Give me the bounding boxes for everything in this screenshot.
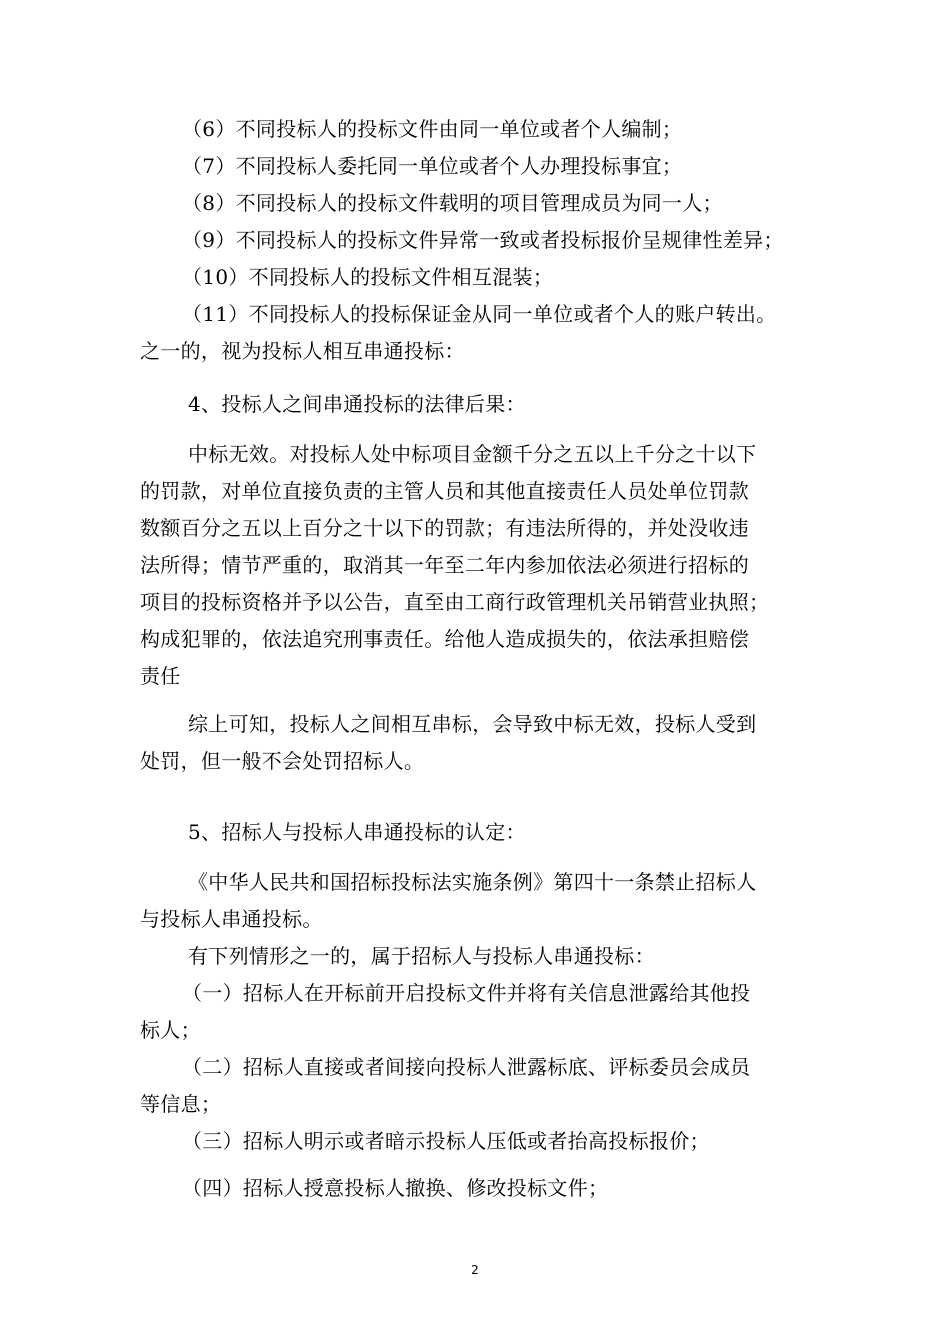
paragraph-line: 之一的，视为投标人相互串通投标： (140, 339, 465, 363)
paragraph-line: 项目的投标资格并予以公告，直至由工商行政管理机关吊销营业执照； (140, 590, 770, 614)
paragraph-line: 与投标人串通投标。 (140, 907, 323, 931)
list-item-continuation: 等信息； (140, 1092, 222, 1116)
paragraph-line: 法所得；情节严重的，取消其一年至二年内参加依法必须进行招标的 (140, 553, 749, 577)
section-heading: 4、投标人之间串通投标的法律后果： (188, 392, 526, 416)
list-item: （8）不同投标人的投标文件载明的项目管理成员为同一人； (182, 191, 723, 215)
paragraph-line: 构成犯罪的，依法追究刑事责任。给他人造成损失的，依法承担赔偿 (140, 627, 749, 651)
list-item: （11）不同投标人的投标保证金从同一单位或者个人的账户转出。 (182, 302, 777, 326)
list-item: （9）不同投标人的投标文件异常一致或者投标报价呈规律性差异； (182, 228, 784, 252)
list-item: （三）招标人明示或者暗示投标人压低或者抬高投标报价； (182, 1129, 710, 1153)
page-number: 2 (471, 1263, 479, 1277)
list-item: （6）不同投标人的投标文件由同一单位或者个人编制； (182, 117, 683, 141)
paragraph-line: 中标无效。对投标人处中标项目金额千分之五以上千分之十以下 (188, 442, 757, 466)
list-item: （10）不同投标人的投标文件相互混装； (182, 265, 554, 289)
paragraph-line: 《中华人民共和国招标投标法实施条例》第四十一条禁止招标人 (188, 870, 757, 894)
list-item: （四）招标人授意投标人撤换、修改投标文件； (182, 1176, 609, 1200)
paragraph-line: 数额百分之五以上百分之十以下的罚款；有违法所得的，并处没收违 (140, 516, 749, 540)
list-item: （7）不同投标人委托同一单位或者个人办理投标事宜； (182, 154, 683, 178)
paragraph-line: 综上可知，投标人之间相互串标，会导致中标无效，投标人受到 (188, 712, 757, 736)
paragraph-line: 责任 (140, 664, 181, 688)
paragraph-line: 有下列情形之一的，属于招标人与投标人串通投标： (188, 944, 655, 968)
section-heading: 5、招标人与投标人串通投标的认定： (188, 820, 526, 844)
list-item: （一）招标人在开标前开启投标文件并将有关信息泄露给其他投 (182, 981, 751, 1005)
list-item-continuation: 标人； (140, 1018, 201, 1042)
paragraph-line: 处罚，但一般不会处罚招标人。 (140, 749, 425, 773)
paragraph-line: 的罚款，对单位直接负责的主管人员和其他直接责任人员处单位罚款 (140, 479, 749, 503)
list-item: （二）招标人直接或者间接向投标人泄露标底、评标委员会成员 (182, 1055, 751, 1079)
